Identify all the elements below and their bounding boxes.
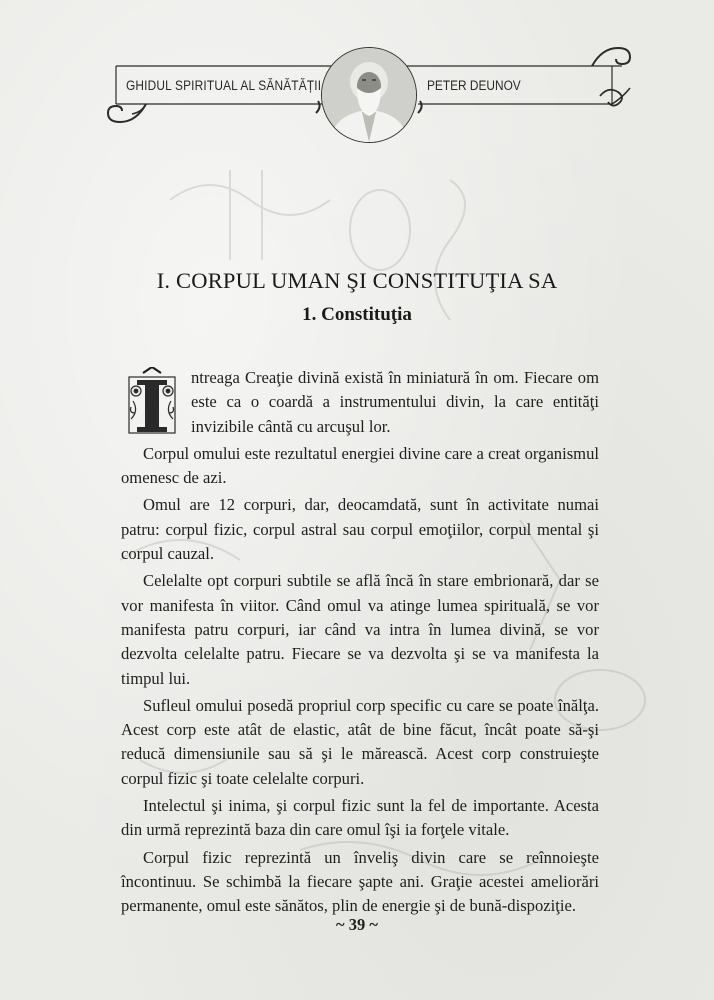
paragraph-1 [121, 366, 599, 439]
running-head-author: PETER DEUNOV [427, 78, 521, 93]
paragraph-1-text: ntreaga Creaţie divină există în miniatură în om. Fiecare om este ca o coardă a instrumentului divin, la care entităţi invizibile cântă cu arcuşul lor. [191, 368, 599, 436]
paragraph-6: Intelectul şi inima, şi corpul fizic sunt la fel de importante. Acesta din urmă reprezintă baza din care omul îşi ia forţele vitale. [121, 796, 599, 840]
page-header [0, 0, 714, 150]
paragraph-4: Celelalte opt corpuri subtile se află încă în stare embrionară, dar se vor manifesta în viitor. Când omul va atinge lumea spirituală, se vor manifesta patru corpuri, iar când va intra în lumea divină, se vor dezvolta celelalte patru. Fiecare se va dezvolta şi se va manifesta la timpul lui. [121, 571, 599, 688]
running-head-book-title: GHIDUL SPIRITUAL AL SĂNĂTĂȚII [126, 78, 322, 93]
page-number: ~ 39 ~ [336, 915, 378, 934]
portrait-illustration [322, 48, 416, 142]
paragraph-2: Corpul omului este rezultatul energiei divine care a creat organismul omenesc de azi. [121, 443, 599, 488]
paragraph-3: Omul are 12 corpuri, dar, deocamdată, sunt în activitate numai patru: corpul fizic, corpul astral sau corpul emoţiilor, corpul mental şi corpul cauzal. [121, 495, 599, 564]
section-title: 1. Constituţia [302, 304, 412, 325]
decorative-dropcap [121, 367, 183, 435]
paragraph-7: Corpul fizic reprezintă un înveliş divin care se reînnoieşte încontinuu. Se schimbă la fiecare şapte ani. Graţie acestei ameliorări permanente, omul este sănătos, plin de energie şi de bună-dispoziţie. [121, 847, 599, 916]
paragraph-5: Sufleul omului posedă propriul corp specific cu care se poate înălţa. Acest corp este atât de elastic, atât de bine făcut, încât poate să-şi reducă dimensiunile sau să şi le mărească. Acest corp construieşte corpul fizic şi toate celelalte corpuri. [121, 695, 599, 788]
author-portrait [321, 47, 417, 143]
body-text [121, 366, 599, 922]
chapter-title: I. CORPUL UMAN ŞI CONSTITUŢIA SA [156, 268, 558, 293]
